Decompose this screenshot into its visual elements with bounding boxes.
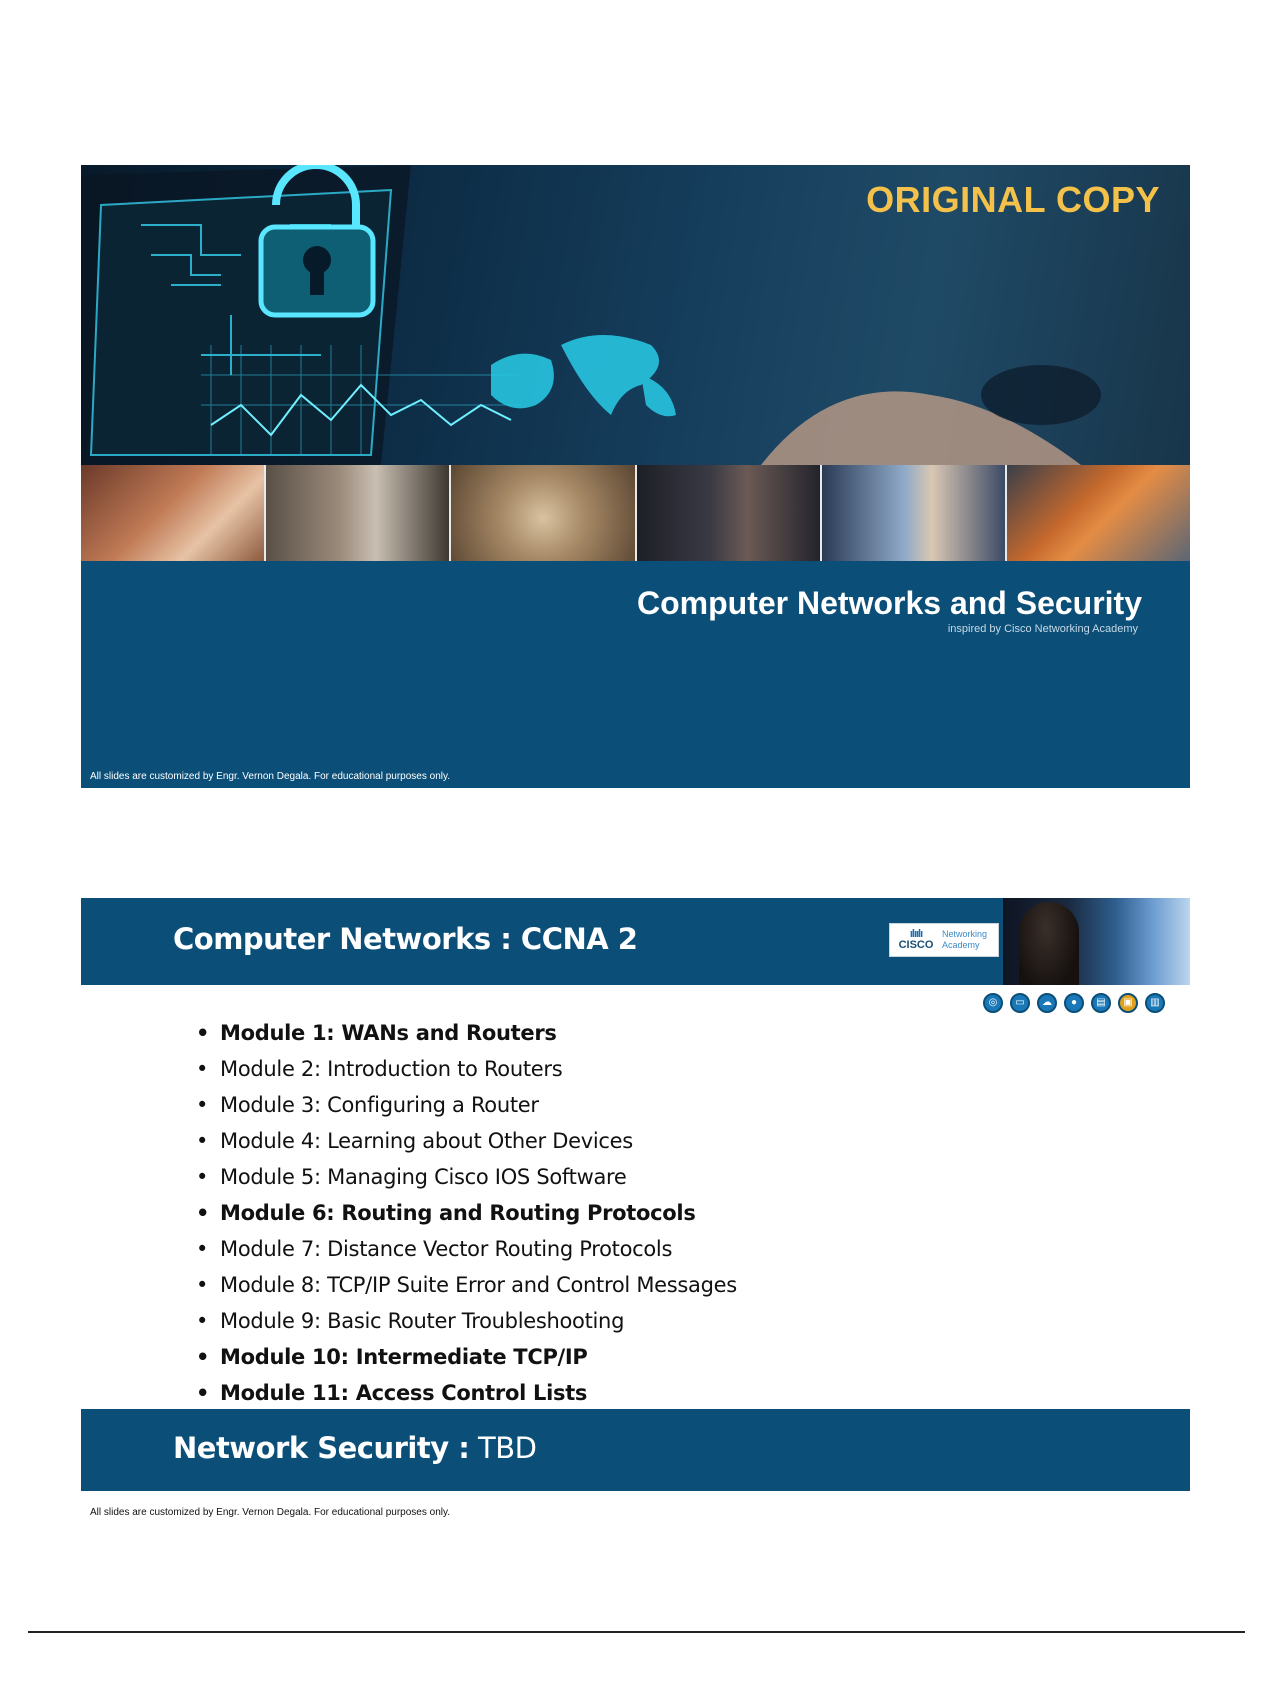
band-label: Network Security : xyxy=(173,1431,470,1465)
list-item: • Module 1: WANs and Routers xyxy=(196,1021,557,1045)
logo-line-2: Academy xyxy=(942,940,980,950)
building-icon: ▥ xyxy=(1145,993,1165,1013)
cisco-brand: CISCO xyxy=(898,939,934,951)
title-slide xyxy=(81,165,1190,788)
monitor-icon: ▭ xyxy=(1010,993,1030,1013)
photo-team-table xyxy=(451,465,636,561)
people-icon: ● xyxy=(1064,993,1084,1013)
band-value: TBD xyxy=(478,1431,537,1465)
cisco-networking-academy-logo xyxy=(889,923,999,957)
slide-header xyxy=(81,898,1190,985)
network-icon: ◎ xyxy=(983,993,1003,1013)
header-photo-woman-screens xyxy=(1003,898,1190,985)
page-divider xyxy=(28,1631,1245,1633)
original-copy-stamp: ORIGINAL COPY xyxy=(866,179,1160,220)
photo-strip xyxy=(81,465,1190,561)
course-outline-slide xyxy=(81,898,1190,1518)
header-title: Computer Networks : CCNA 2 xyxy=(173,922,638,956)
photo-students-computers xyxy=(637,465,822,561)
topic-icon-row xyxy=(983,993,1165,1013)
lock-icon: ▣ xyxy=(1118,993,1138,1013)
module-list xyxy=(196,1015,737,1411)
world-map xyxy=(491,335,676,416)
photo-men-laptop xyxy=(266,465,451,561)
logo-line-1: Networking xyxy=(942,929,988,939)
list-item: • Module 9: Basic Router Troubleshooting xyxy=(196,1309,625,1333)
list-item: • Module 7: Distance Vector Routing Protocols xyxy=(196,1237,673,1261)
cloud-icon: ☁ xyxy=(1037,993,1057,1013)
network-security-band xyxy=(81,1409,1190,1491)
cisco-bars-icon: ılıılı xyxy=(909,928,923,940)
list-item: • Module 4: Learning about Other Devices xyxy=(196,1129,633,1153)
list-item: • Module 10: Intermediate TCP/IP xyxy=(196,1345,588,1369)
slide-subtitle: inspired by Cisco Networking Academy xyxy=(947,623,1138,635)
list-item: • Module 2: Introduction to Routers xyxy=(196,1057,563,1081)
list-item: • Module 6: Routing and Routing Protocols xyxy=(196,1201,696,1225)
server-icon: ▤ xyxy=(1091,993,1111,1013)
photo-man-phone xyxy=(822,465,1007,561)
slide-footer: All slides are customized by Engr. Vernon Degala. For educational purposes only. xyxy=(90,1507,451,1518)
slide-footer: All slides are customized by Engr. Vernon Degala. For educational purposes only. xyxy=(90,771,451,782)
security-hero-image xyxy=(81,165,1190,465)
list-item: • Module 8: TCP/IP Suite Error and Control Messages xyxy=(196,1273,737,1297)
list-item: • Module 3: Configuring a Router xyxy=(196,1093,539,1117)
slide-title: Computer Networks and Security xyxy=(637,585,1142,621)
photo-network-cables xyxy=(1007,465,1190,561)
list-item: • Module 5: Managing Cisco IOS Software xyxy=(196,1165,627,1189)
list-item: • Module 11: Access Control Lists xyxy=(196,1381,588,1405)
photo-hands-keyboard xyxy=(81,465,266,561)
